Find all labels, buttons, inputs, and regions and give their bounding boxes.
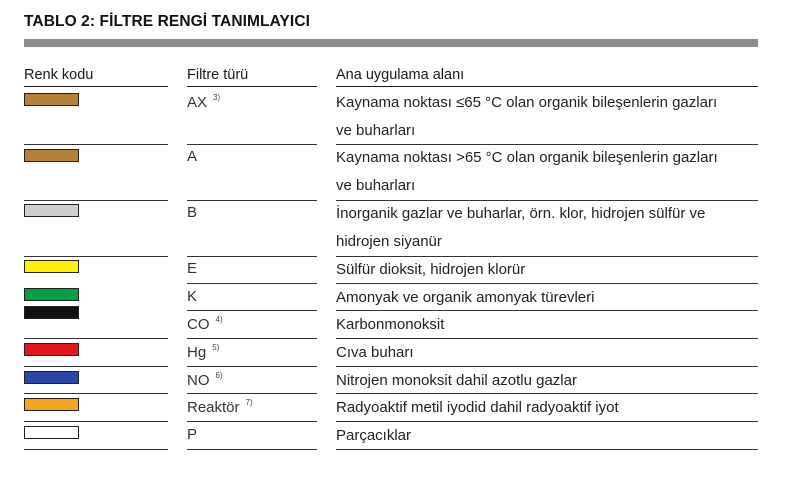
header-underline (24, 86, 168, 87)
description-line: Kaynama noktası >65 °C olan organik bileşenlerin gazları (336, 149, 718, 166)
description-line: Radyoaktif metil iyodid dahil radyoaktif iyot (336, 399, 619, 416)
color-swatch (24, 398, 79, 411)
filter-type (187, 398, 253, 416)
application-description (336, 200, 705, 256)
description-line: ve buharları (336, 122, 416, 139)
header-filter-type: Filtre türü (187, 67, 249, 83)
color-swatch (24, 204, 79, 217)
description-line: hidrojen siyanür (336, 233, 442, 250)
application-description (336, 394, 619, 422)
description-line: Parçacıklar (336, 427, 412, 444)
filter-type (187, 148, 197, 165)
header-color-code: Renk kodu (24, 67, 94, 83)
color-swatch (24, 306, 79, 319)
description-line: Sülfür dioksit, hidrojen klorür (336, 261, 526, 278)
application-description (336, 256, 525, 284)
row-divider (187, 449, 317, 450)
application-description (336, 144, 718, 200)
filter-type-label: P (187, 426, 198, 443)
color-swatch (24, 426, 79, 439)
color-swatch (24, 149, 79, 162)
row-divider (187, 200, 317, 201)
row-divider (24, 338, 168, 339)
filter-type-label: B (187, 204, 198, 221)
filter-type-label: A (187, 148, 198, 165)
row-divider (24, 421, 168, 422)
row-divider (187, 366, 317, 367)
footnote-marker: 5) (212, 343, 220, 352)
filter-type-label: CO (187, 316, 210, 333)
row-divider (24, 393, 168, 394)
application-description (336, 367, 577, 395)
filter-type (187, 426, 197, 443)
color-swatch (24, 260, 79, 273)
filter-type-label: Hg (187, 344, 207, 361)
row-divider (187, 393, 317, 394)
footnote-marker: 7) (245, 398, 253, 407)
title-divider (24, 39, 758, 47)
filter-type-label: AX (187, 94, 208, 111)
row-divider (187, 283, 317, 284)
footnote-marker: 3) (213, 93, 221, 102)
row-divider (187, 144, 317, 145)
description-line: ve buharları (336, 177, 416, 194)
filter-type (187, 204, 197, 221)
application-description (336, 311, 444, 339)
filter-type-label: Reaktör (187, 399, 240, 416)
row-divider (24, 200, 168, 201)
filter-type (187, 315, 223, 333)
color-swatch (24, 343, 79, 356)
table-title: TABLO 2: FİLTRE RENGİ TANIMLAYICI (24, 13, 311, 30)
filter-type (187, 260, 197, 277)
color-swatch (24, 371, 79, 384)
row-divider (336, 449, 758, 450)
row-divider (187, 338, 317, 339)
row-divider (187, 310, 317, 311)
row-divider (24, 449, 168, 450)
description-line: Kaynama noktası ≤65 °C olan organik bileşenlerin gazları (336, 94, 718, 111)
application-description (336, 339, 414, 367)
footnote-marker: 6) (215, 371, 223, 380)
row-divider (187, 421, 317, 422)
header-underline (336, 86, 758, 87)
application-description (336, 422, 411, 450)
row-divider (24, 144, 168, 145)
description-line: Karbonmonoksit (336, 316, 445, 333)
description-line: Amonyak ve organik amonyak türevleri (336, 289, 595, 306)
footnote-marker: 4) (215, 315, 223, 324)
header-underline (187, 86, 317, 87)
filter-type (187, 93, 220, 111)
description-line: Nitrojen monoksit dahil azotlu gazlar (336, 372, 577, 389)
row-divider (24, 366, 168, 367)
filter-type-label: E (187, 260, 198, 277)
row-divider (24, 256, 168, 257)
filter-type (187, 371, 223, 389)
filter-type (187, 343, 219, 361)
filter-type (187, 288, 197, 305)
row-divider (187, 256, 317, 257)
color-swatch (24, 93, 79, 106)
color-swatch (24, 288, 79, 301)
header-application: Ana uygulama alanı (336, 67, 465, 83)
description-line: Cıva buharı (336, 344, 414, 361)
description-line: İnorganik gazlar ve buharlar, örn. klor, hidrojen sülfür ve (336, 205, 706, 222)
application-description (336, 89, 717, 145)
application-description (336, 284, 594, 312)
filter-type-label: K (187, 288, 198, 305)
filter-type-label: NO (187, 372, 210, 389)
